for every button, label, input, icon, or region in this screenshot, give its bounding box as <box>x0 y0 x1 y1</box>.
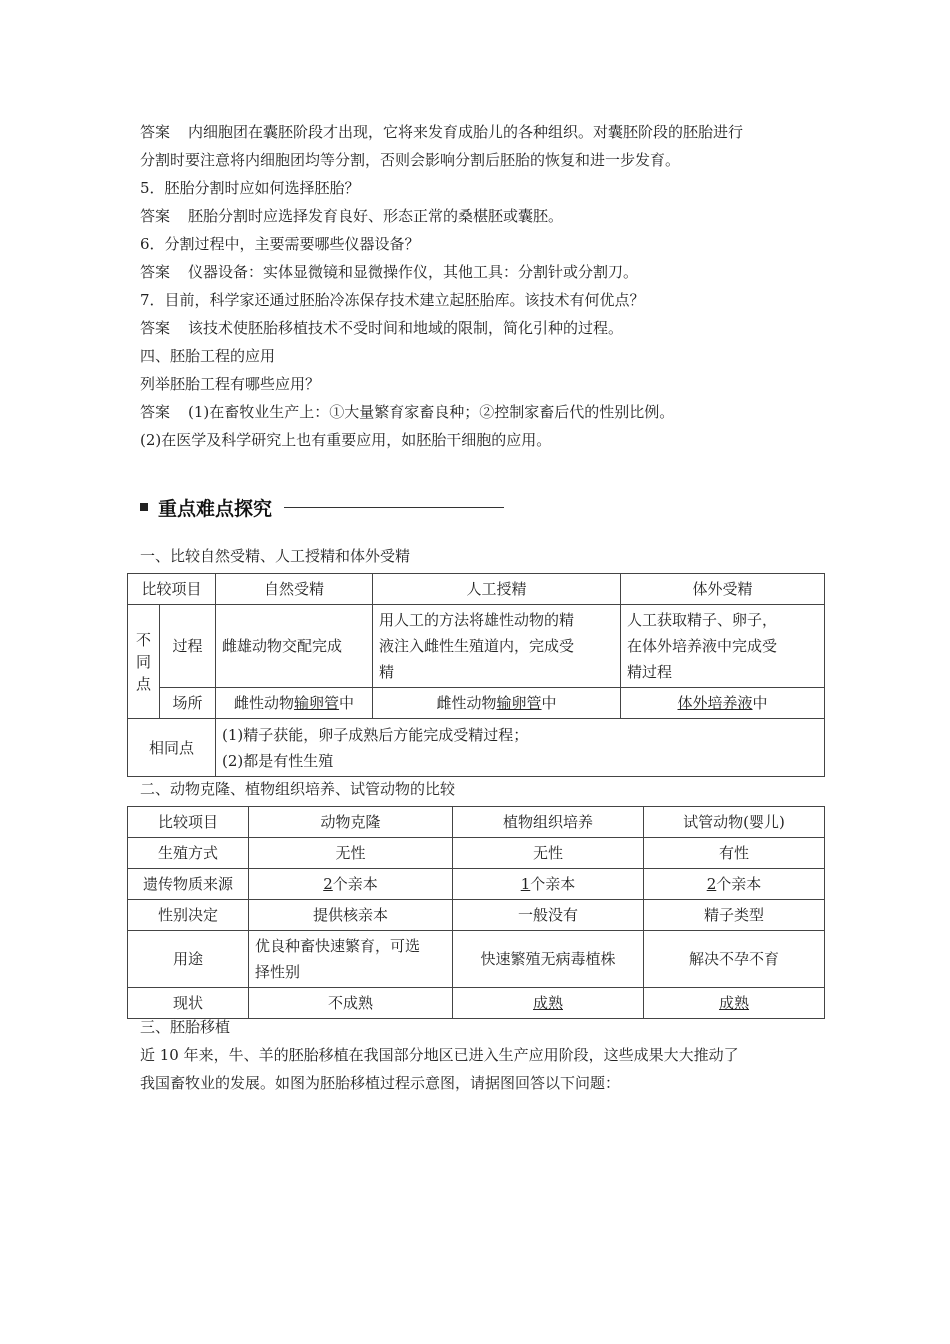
answer-label: 答案 <box>140 263 171 281</box>
row-label: 现状 <box>128 988 249 1019</box>
answer-text: 该技术使胚胎移植技术不受时间和地域的限制，简化引种的过程。 <box>188 319 624 337</box>
cell-text: 中 <box>339 694 355 712</box>
row-label: 相同点 <box>128 719 216 777</box>
answer-text: 胚胎分割时应选择发育良好、形态正常的桑椹胚或囊胚。 <box>188 207 564 225</box>
row-label: 场所 <box>160 688 216 719</box>
cell-line: 优良种畜快速繁育，可选 <box>255 937 421 955</box>
table-cell <box>373 605 621 688</box>
cell-line: (2)都是有性生殖 <box>222 751 334 770</box>
underlined-answer: 体外培养液 <box>677 694 753 712</box>
table-cell <box>249 931 453 988</box>
answer-label: 答案 <box>140 403 171 421</box>
row-label: 用途 <box>128 931 249 988</box>
cell-line: 在体外培养液中完成受 <box>627 637 778 655</box>
cell-line: 择性别 <box>255 963 301 981</box>
table-cell <box>453 869 644 900</box>
cell-text: 个亲本 <box>716 875 762 893</box>
underlined-answer: 成熟 <box>718 994 749 1012</box>
section-heading <box>140 492 504 522</box>
table-cell: 无性 <box>249 838 453 869</box>
text-line: 近 10 年来，牛、羊的胚胎移植在我国部分地区已进入生产应用阶段，这些成果大大推动了 <box>140 1046 739 1064</box>
cell-text: 雌性动物 <box>436 694 497 712</box>
answer-line <box>140 118 743 146</box>
header-cell: 比较项目 <box>128 574 216 605</box>
underlined-answer: 1 <box>520 875 531 893</box>
row-label: 过程 <box>160 605 216 688</box>
text-line: 分割时要注意将内细胞团均等分割，否则会影响分割后胚胎的恢复和进一步发育。 <box>140 151 681 169</box>
fertilization-table <box>127 573 825 777</box>
answer-line <box>140 202 563 230</box>
table-cell <box>216 719 825 777</box>
table-cell: 解决不孕不育 <box>644 931 825 988</box>
table-cell: 一般没有 <box>453 900 644 931</box>
table-cell: 不成熟 <box>249 988 453 1019</box>
question-5: 5．胚胎分割时应如何选择胚胎？ <box>140 179 360 197</box>
table-cell: 无性 <box>453 838 644 869</box>
answer-text: 内细胞团在囊胚阶段才出现，它将来发育成胎儿的各种组织。对囊胚阶段的胚胎进行 <box>188 123 744 141</box>
answer-text: (1)在畜牧业生产上：①大量繁育家畜良种；②控制家畜后代的性别比例。 <box>188 403 675 421</box>
answer-line <box>140 398 674 426</box>
table-cell <box>621 688 825 719</box>
header-cell: 比较项目 <box>128 807 249 838</box>
answer-label: 答案 <box>140 123 171 141</box>
table-cell: 精子类型 <box>644 900 825 931</box>
header-cell: 自然受精 <box>216 574 373 605</box>
table2-caption: 二、动物克隆、植物组织培养、试管动物的比较 <box>140 780 456 798</box>
answer-label: 答案 <box>140 207 171 225</box>
header-cell: 人工授精 <box>373 574 621 605</box>
table-cell <box>644 988 825 1019</box>
underlined-answer: 2 <box>323 875 333 893</box>
underlined-answer: 成熟 <box>532 994 563 1012</box>
cell-line: 用人工的方法将雄性动物的精 <box>379 611 575 629</box>
cell-text: 个亲本 <box>332 875 378 893</box>
heading-4: 四、胚胎工程的应用 <box>140 347 276 365</box>
text-line: 我国畜牧业的发展。如图为胚胎移植过程示意图，请据图回答以下问题： <box>140 1074 621 1092</box>
heading-rule <box>284 507 504 508</box>
table-cell: 有性 <box>644 838 825 869</box>
row-label: 生殖方式 <box>128 838 249 869</box>
char: 同 <box>135 652 151 671</box>
table-cell <box>644 869 825 900</box>
answer-line <box>140 258 638 286</box>
underlined-answer: 输卵管 <box>496 694 542 712</box>
cell-text: 个亲本 <box>530 875 576 893</box>
square-bullet-icon <box>140 503 148 511</box>
section-title: 重点难点探究 <box>158 497 273 520</box>
header-cell: 植物组织培养 <box>453 807 644 838</box>
underlined-answer: 2 <box>706 875 717 893</box>
cell-line: 人工获取精子、卵子， <box>627 611 778 629</box>
header-cell: 体外受精 <box>621 574 825 605</box>
cell-text: 中 <box>541 694 557 712</box>
comparison-table <box>127 806 825 1019</box>
text-line: (2)在医学及科学研究上也有重要应用，如胚胎干细胞的应用。 <box>140 431 552 449</box>
answer-text: 仪器设备：实体显微镜和显微操作仪，其他工具：分割针或分割刀。 <box>188 263 639 281</box>
table-cell: 雌雄动物交配完成 <box>216 605 373 688</box>
table1-caption: 一、比较自然受精、人工授精和体外受精 <box>140 547 411 565</box>
table-cell <box>621 605 825 688</box>
row-label: 性别决定 <box>128 900 249 931</box>
question-7: 7．目前，科学家还通过胚胎冷冻保存技术建立起胚胎库。该技术有何优点？ <box>140 291 645 309</box>
cell-line: (1)精子获能，卵子成熟后方能完成受精过程； <box>222 725 529 744</box>
row-label: 遗传物质来源 <box>128 869 249 900</box>
question-8: 列举胚胎工程有哪些应用？ <box>140 375 321 393</box>
cell-text: 雌性动物 <box>233 694 294 712</box>
table-cell <box>216 688 373 719</box>
char: 不 <box>135 630 151 649</box>
char: 点 <box>135 674 151 693</box>
diff-label-cell <box>128 605 160 719</box>
cell-line: 精 <box>379 663 395 681</box>
answer-line <box>140 314 623 342</box>
table-cell <box>249 869 453 900</box>
heading-3: 三、胚胎移植 <box>140 1018 231 1036</box>
cell-text: 中 <box>752 694 768 712</box>
cell-line: 精过程 <box>627 663 673 681</box>
question-6: 6．分割过程中，主要需要哪些仪器设备？ <box>140 235 420 253</box>
cell-line: 液注入雌性生殖道内，完成受 <box>379 637 575 655</box>
header-cell: 试管动物(婴儿) <box>644 807 825 838</box>
header-cell: 动物克隆 <box>249 807 453 838</box>
table-cell <box>373 688 621 719</box>
underlined-answer: 输卵管 <box>294 694 340 712</box>
table-cell: 快速繁殖无病毒植株 <box>453 931 644 988</box>
answer-label: 答案 <box>140 319 171 337</box>
table-cell <box>453 988 644 1019</box>
table-cell: 提供核亲本 <box>249 900 453 931</box>
